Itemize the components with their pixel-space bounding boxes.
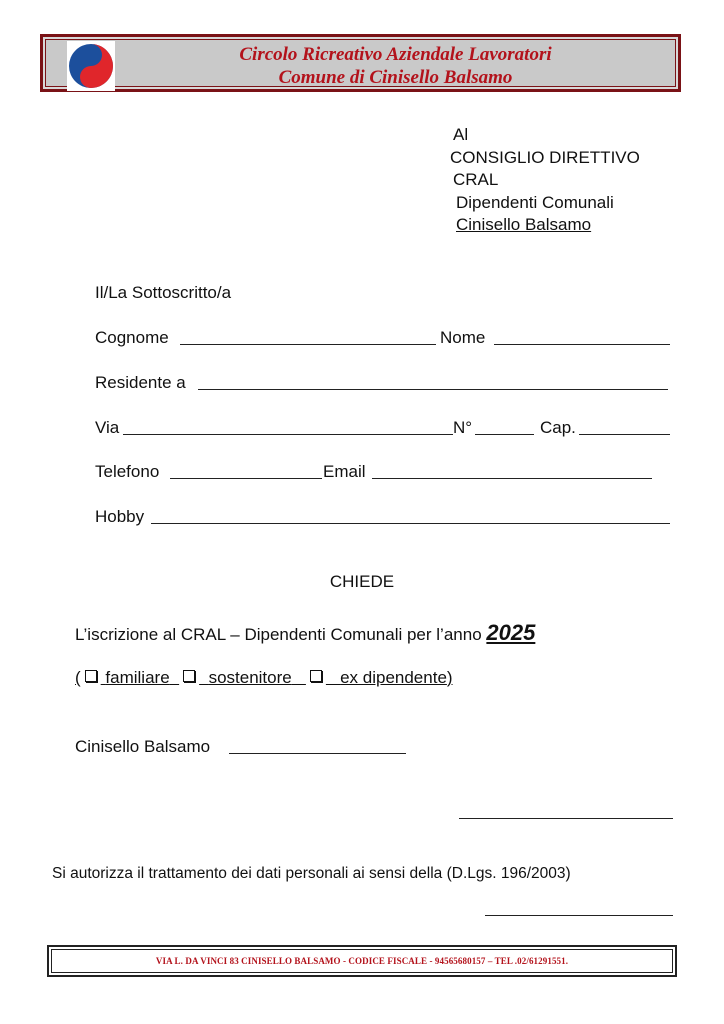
hobby-label: Hobby [95,507,145,526]
recipient-line-3: CRAL [453,170,499,189]
familiare-label: familiare [105,668,170,687]
email-label: Email [323,462,366,481]
hobby-field[interactable] [151,523,670,524]
membership-request [75,620,535,646]
nome-label: Nome [440,328,486,347]
signature-field-1[interactable] [459,818,673,819]
letterhead [40,34,681,92]
privacy-consent-text: Si autorizza il trattamento dei dati personali ai sensi della (D.Lgs. 196/2003) [52,865,571,882]
intro-label: Il/La Sottoscritto/a [95,283,232,302]
title-line-2: Comune di Cinisello Balsamo [278,67,513,88]
signature-field-2[interactable] [485,915,673,916]
via-label: Via [95,418,120,437]
nome-field[interactable] [494,344,670,345]
recipient-line-2: CONSIGLIO DIRETTIVO [450,147,640,167]
telefono-field[interactable] [170,478,322,479]
familiare-checkbox[interactable] [85,670,97,682]
close-paren: ) [446,668,453,687]
telefono-label: Telefono [95,462,160,481]
sostenitore-label: sostenitore [208,668,292,687]
chiede-heading: CHIEDE [329,572,395,591]
membership-text: L’iscrizione al CRAL – Dipendenti Comunali per l’anno [75,625,482,644]
title-line-1: Circolo Ricreativo Aziendale Lavoratori [239,44,552,65]
residente-label: Residente a [95,373,186,392]
cap-field[interactable] [579,434,670,435]
ex-dipendente-checkbox[interactable] [310,670,322,682]
open-paren: ( [75,668,81,687]
date-field[interactable] [229,753,406,754]
numero-label: N° [453,418,473,437]
email-field[interactable] [372,478,652,479]
sostenitore-checkbox[interactable] [183,670,195,682]
via-field[interactable] [123,434,453,435]
cognome-field[interactable] [180,344,436,345]
residente-field[interactable] [198,389,668,390]
place-label: Cinisello Balsamo [75,737,211,756]
yin-yang-logo-icon [67,41,115,91]
recipient-line-4: Dipendenti Comunali [456,192,614,212]
organization-title [123,43,668,89]
recipient-line-1: Al [453,125,469,144]
recipient-line-5: Cinisello Balsamo [456,215,592,234]
numero-field[interactable] [475,434,534,435]
cognome-label: Cognome [95,328,169,347]
membership-options [75,668,453,688]
footer-address: VIA L. DA VINCI 83 CINISELLO BALSAMO - CODICE FISCALE - 94565680157 – TEL .02/61291551. [47,945,677,977]
cap-label: Cap. [540,418,576,437]
recipient-address [450,124,640,237]
ex-dipendente-label: ex dipendente [340,668,447,687]
membership-year: 2025 [486,620,536,645]
